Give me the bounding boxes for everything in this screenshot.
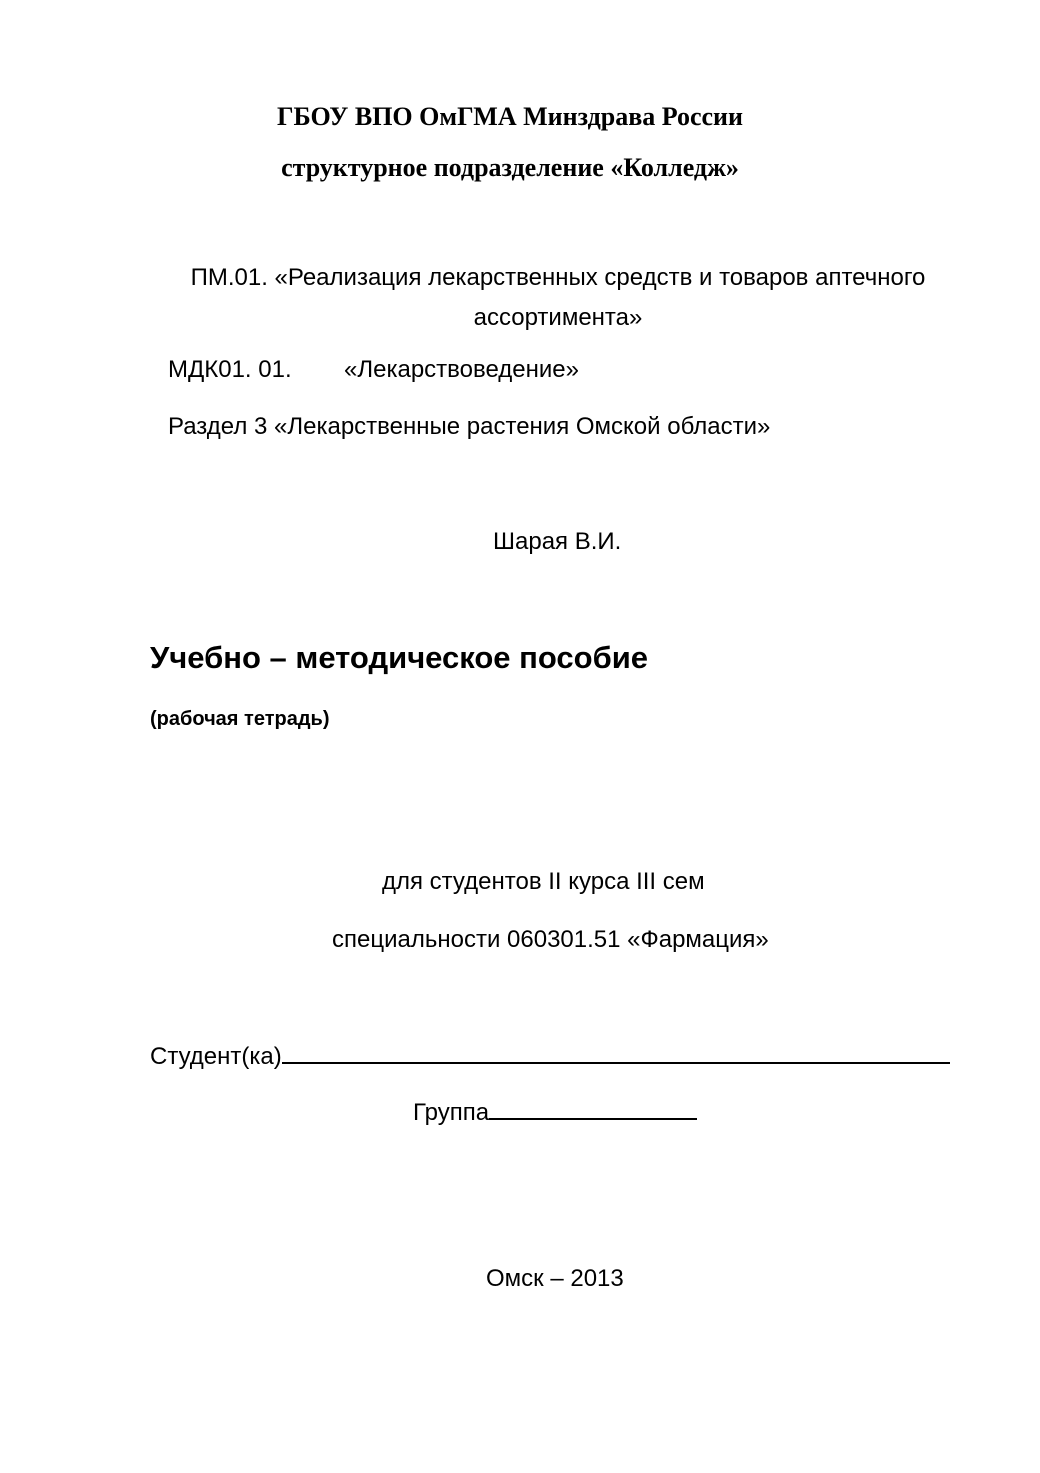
group-field [413, 1096, 697, 1128]
mdk-code: МДК01. 01. [168, 356, 292, 383]
division-header: структурное подразделение «Колледж» [281, 153, 739, 182]
student-field [150, 1040, 950, 1072]
mdk-title: «Лекарствоведение» [344, 356, 579, 383]
audience-specialty: специальности 060301.51 «Фармация» [332, 926, 769, 953]
group-blank-line [489, 1096, 697, 1120]
student-blank-line [282, 1040, 950, 1064]
audience-students: для студентов II курса III сем [382, 868, 705, 895]
city-year: Омск – 2013 [486, 1265, 624, 1292]
document-title: Учебно – методическое пособие [150, 640, 649, 675]
student-label: Студент(ка) [150, 1043, 282, 1070]
section-line: Раздел 3 «Лекарственные растения Омской области» [168, 413, 771, 440]
pm-line-1: ПМ.01. «Реализация лекарственных средств и товаров аптечного [190, 264, 926, 291]
document-subtitle: (рабочая тетрадь) [150, 708, 330, 730]
pm-line-2: ассортимента» [473, 304, 643, 331]
mdk-line [168, 356, 579, 385]
group-label: Группа [413, 1099, 490, 1126]
professional-module [168, 258, 948, 338]
org-header: ГБОУ ВПО ОмГМА Минздрава России [276, 102, 744, 131]
author: Шарая В.И. [493, 528, 622, 555]
